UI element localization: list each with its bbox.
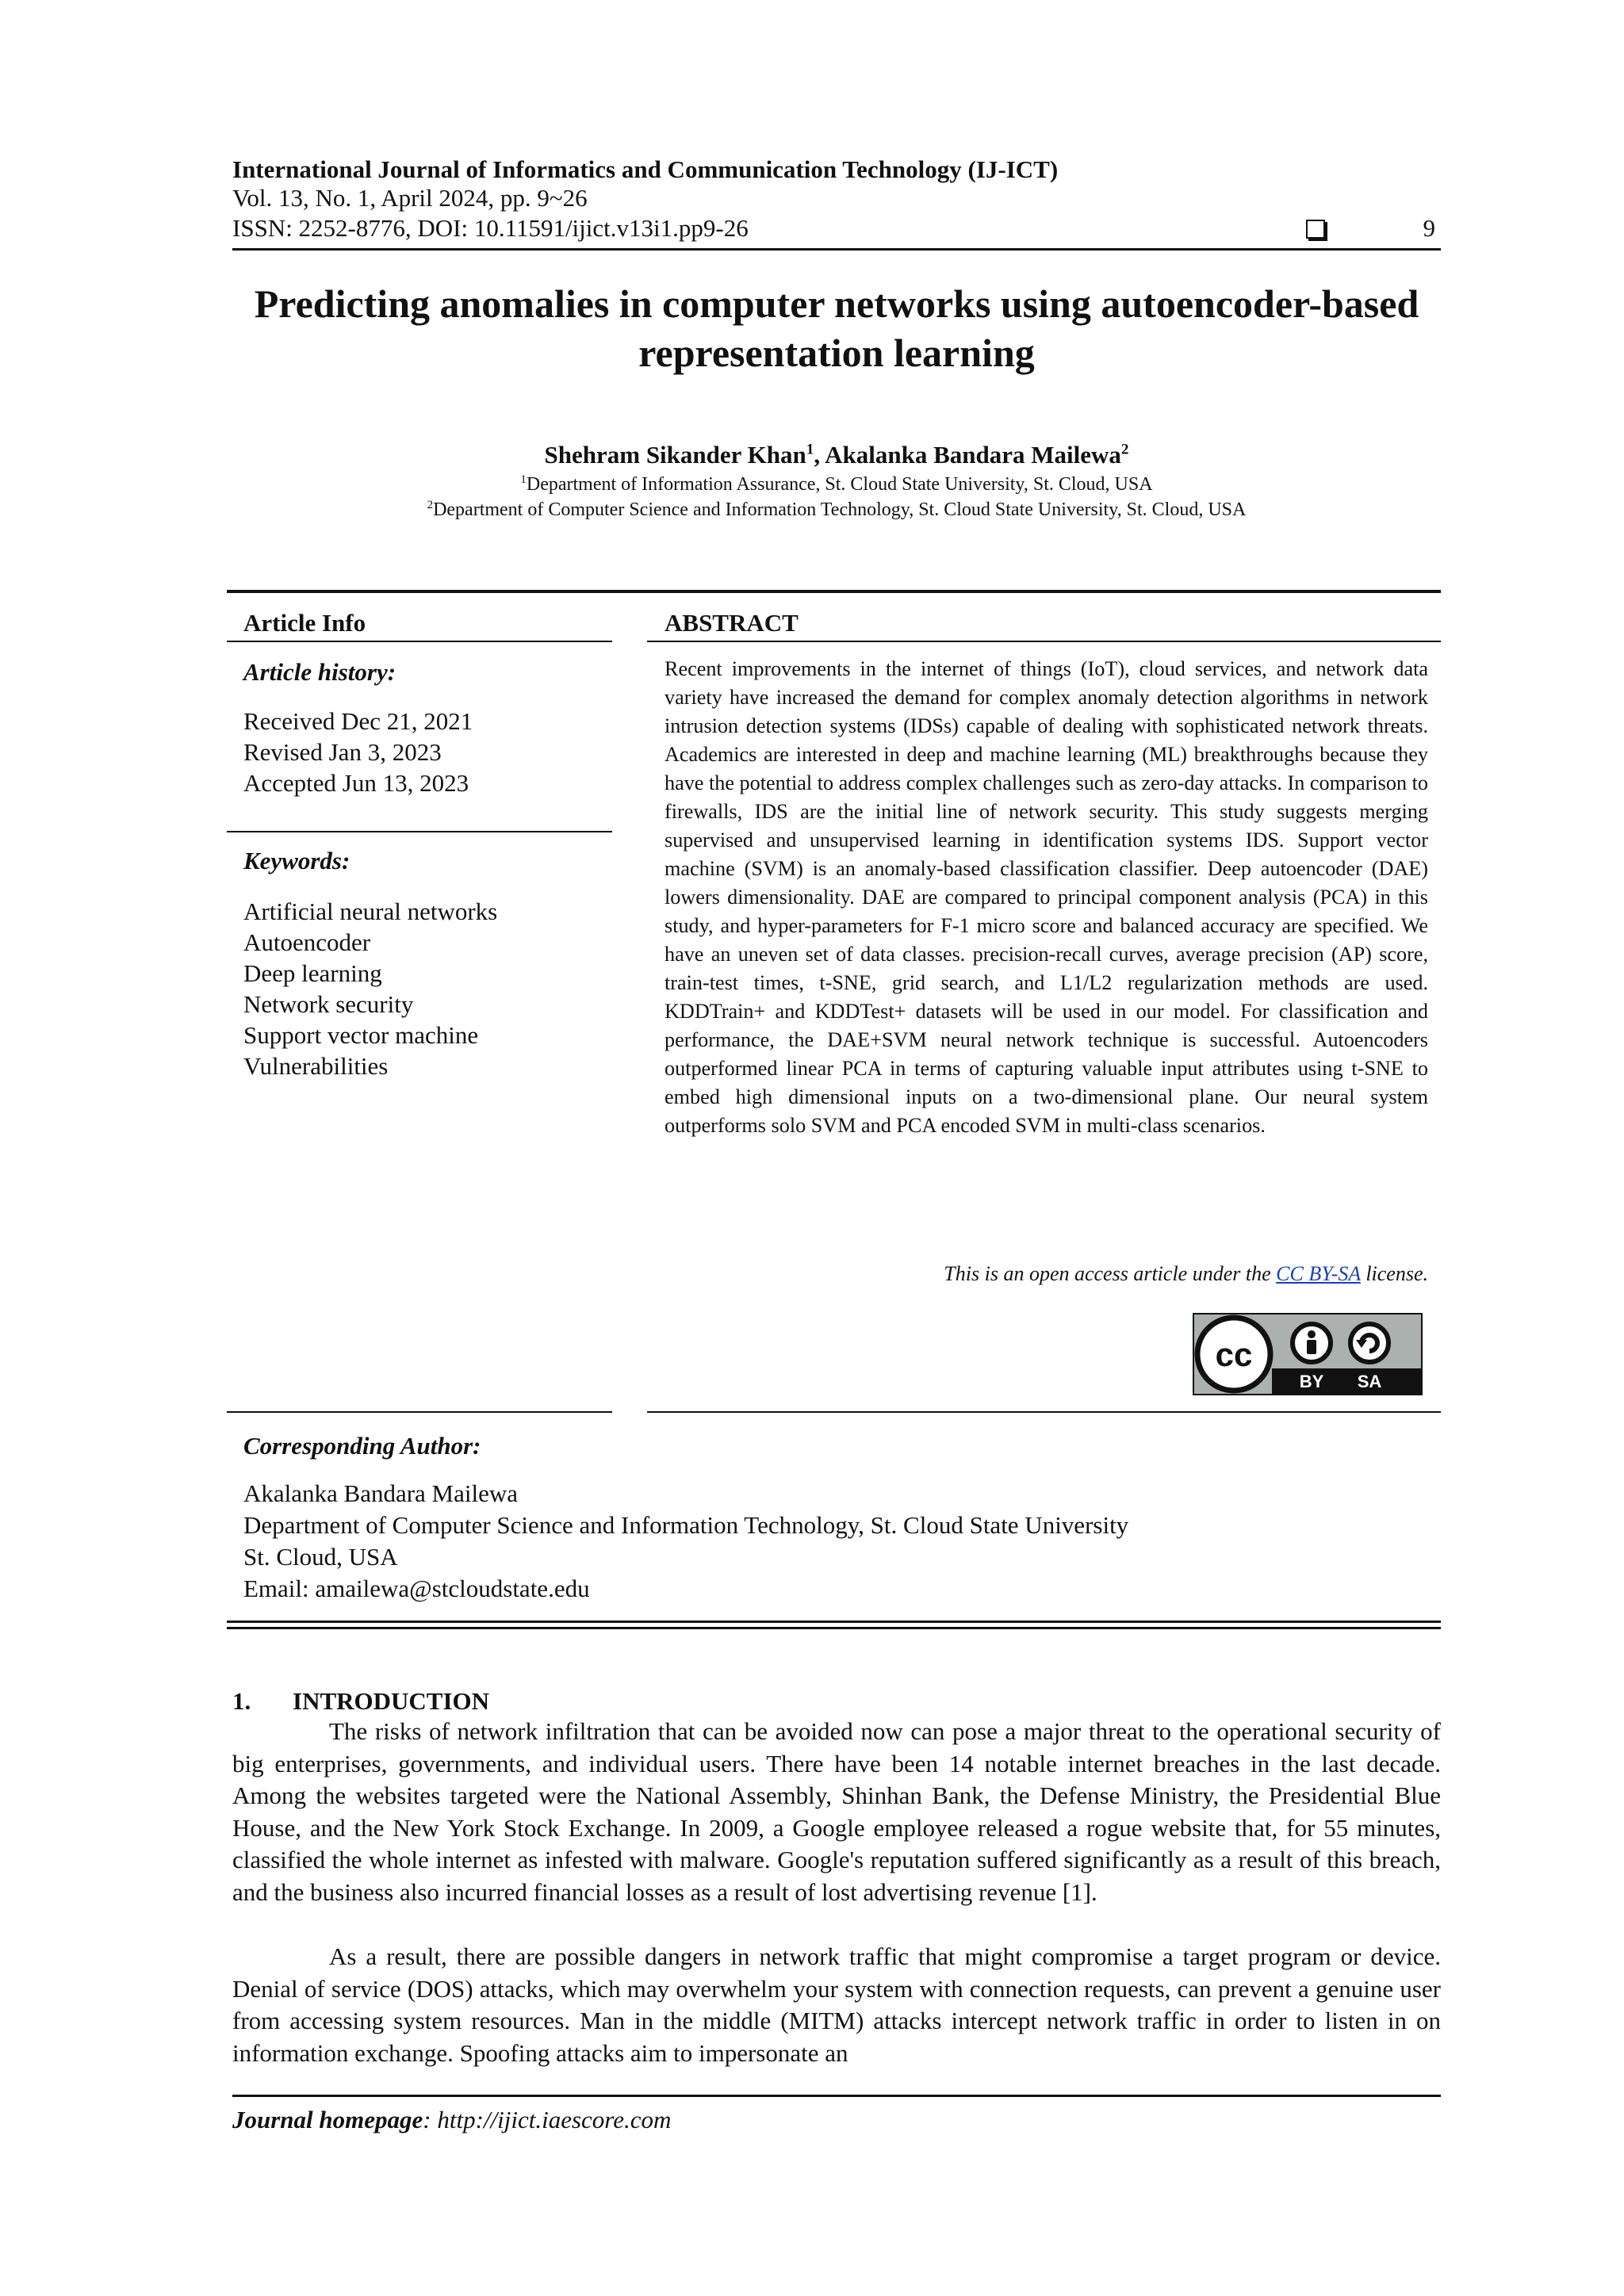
author-affiliation-mark: 2: [1120, 441, 1129, 458]
affiliation-mark: 2: [427, 499, 434, 511]
paper-title: Predicting anomalies in computer networks using autoencoder-based representation learning: [254, 281, 1419, 375]
article-info-heading: Article Info: [243, 609, 366, 637]
square-bullet-icon: [1306, 220, 1325, 239]
intro-paragraph: The risks of network infiltration that can be avoided now can pose a major threat to the operational security of big enterprises, governments, and individual users. There have been 14 notable internet breaches in the last decade. Among the websites targeted were the National Assembly, Shinhan Bank, the Defense Ministry, the Presidential Blue House, and the New York Stock Exchange. In 2009, a Google employee released a rogue website that, for 55 minutes, classified the whole internet as infested with malware. Google's reputation suffered significantly as a result of this breach, and the business also incurred financial losses as a result of lost advertising revenue [1].: [232, 1717, 1441, 1906]
affiliation-mark: 1: [520, 473, 527, 486]
keyword-item: Autoencoder: [243, 928, 371, 956]
author-affiliation-mark: 1: [806, 441, 814, 458]
cc-logo-text: cc: [1215, 1336, 1253, 1373]
keyword-item: Artificial neural networks: [243, 897, 498, 925]
volume-info: Vol. 13, No. 1, April 2024, pp. 9~26: [232, 184, 588, 212]
info-top-rule: [227, 590, 1441, 593]
abstract-text: Recent improvements in the internet of things (IoT), cloud services, and network data variety have increased the demand for complex anomaly detection algorithms in network intrusion detection systems (IDSs) capable of dealing with sophisticated network threats. Academics are interested in deep and machine learning (ML) breakthroughs because they have the potential to address complex challenges such as zero-day attacks. In comparison to firewalls, IDS are the initial line of network security. This study suggests merging supervised and unsupervised learning in identification systems IDS. Support vector machine (SVM) is an anomaly-based classification classifier. Deep autoencoder (DAE) lowers dimensionality. DAE are compared to principal component analysis (PCA) in this study, and hyper-parameters for F-1 micro score and balanced accuracy are specified. We have an uneven set of data classes. precision-recall curves, average precision (AP) score, train-test times, t-SNE, grid search, and L1/L2 regularization methods are used. KDDTrain+ and KDDTest+ datasets will be used in our model. For classification and performance, the DAE+SVM neural network technique is successful. Autoencoders outperformed linear PCA in terms of capturing valuable input attributes using t-SNE to embed high dimensional inputs on a two-dimensional plane. Our neural system outperforms solo SVM and PCA encoded SVM in multi-class scenarios.: [665, 657, 1428, 1137]
affiliation: [232, 499, 1441, 521]
affiliation: [232, 474, 1441, 496]
section-title: INTRODUCTION: [293, 1687, 490, 1715]
license-statement: [665, 1262, 1428, 1286]
history-revised: Revised Jan 3, 2023: [243, 738, 442, 766]
section-number: 1.: [232, 1687, 251, 1715]
keywords-heading: Keywords:: [243, 847, 350, 874]
history-divider: [227, 831, 612, 832]
issn-doi: ISSN: 2252-8776, DOI: 10.11591/ijict.v13i1.pp9-26: [232, 214, 749, 242]
history-accepted: Accepted Jun 13, 2023: [243, 769, 469, 797]
footer-rule: [232, 2095, 1441, 2097]
keyword-item: Vulnerabilities: [243, 1052, 389, 1080]
license-suffix: license.: [1360, 1262, 1428, 1285]
homepage-link[interactable]: http://ijict.iaescore.com: [437, 2106, 672, 2133]
affiliation-text: Department of Information Assurance, St. Cloud State University, St. Cloud, USA: [526, 474, 1153, 495]
info-bottom-rule-double: [227, 1627, 1441, 1629]
badge-sa-label: SA: [1357, 1372, 1382, 1391]
cc-by-sa-badge-icon[interactable]: [1193, 1313, 1423, 1395]
corresponding-author-name: Akalanka Bandara Mailewa: [243, 1479, 519, 1507]
corresponding-author-location: St. Cloud, USA: [243, 1543, 398, 1571]
corresponding-author-department: Department of Computer Science and Information Technology, St. Cloud State University: [243, 1511, 1129, 1539]
keyword-item: Network security: [243, 990, 414, 1018]
section-heading-introduction: [232, 1687, 489, 1716]
author-name: Shehram Sikander Khan: [544, 441, 806, 469]
corresponding-author-heading: Corresponding Author:: [243, 1432, 481, 1460]
keywords-list: [243, 896, 497, 1081]
author-line: [232, 441, 1441, 469]
keywords-bottom-rule: [227, 1411, 612, 1413]
article-info-rule: [227, 641, 612, 642]
corresponding-author-email[interactable]: Email: amailewa@stcloudstate.edu: [243, 1575, 590, 1602]
abstract-heading: ABSTRACT: [665, 609, 799, 637]
author-name: Akalanka Bandara Mailewa: [825, 441, 1121, 469]
history-received: Received Dec 21, 2021: [243, 707, 473, 735]
abstract-rule: [647, 641, 1441, 642]
info-bottom-rule: [227, 1621, 1441, 1623]
journal-name: International Journal of Informatics and Communication Technology (IJ-ICT): [232, 155, 1059, 183]
corresponding-author-details: [243, 1478, 1128, 1605]
license-prefix: This is an open access article under the: [944, 1262, 1277, 1285]
keyword-item: Deep learning: [243, 959, 382, 987]
affiliation-text: Department of Computer Science and Information Technology, St. Cloud State University, St. Cloud, USA: [433, 499, 1247, 520]
footer-label: Journal homepage: [232, 2106, 423, 2133]
author-separator: ,: [814, 441, 825, 469]
badge-by-label: BY: [1299, 1372, 1324, 1391]
cc-badge-graphic: [1193, 1313, 1423, 1395]
license-link[interactable]: CC BY-SA: [1276, 1262, 1361, 1285]
keyword-item: Support vector machine: [243, 1021, 479, 1049]
intro-paragraph: As a result, there are possible dangers in network traffic that might compromise a target program or device. Denial of service (DOS) attacks, which may overwhelm your system with connection requests, can prevent a genuine user from accessing system resources. Man in the middle (MITM) attacks intercept network traffic in order to listen in on information exchange. Spoofing attacks aim to impersonate an: [232, 1942, 1441, 2067]
footer-separator: :: [423, 2106, 438, 2133]
article-history-list: [243, 706, 473, 798]
header-rule: [232, 248, 1441, 251]
page-number: 9: [1423, 214, 1435, 242]
article-history-heading: Article history:: [243, 658, 396, 686]
abstract-bottom-rule: [647, 1411, 1441, 1413]
journal-homepage: [232, 2106, 671, 2134]
